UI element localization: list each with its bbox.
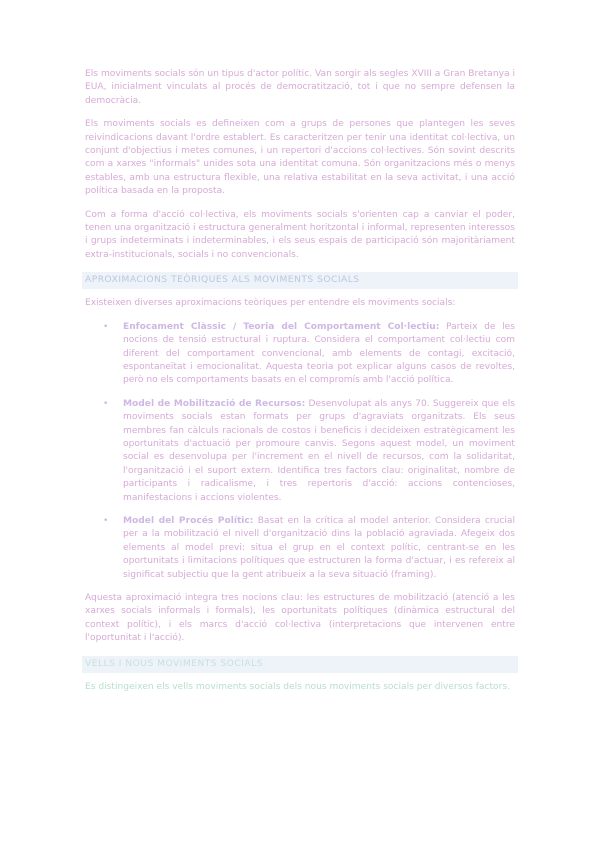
section-lead-paragraph: Existeixen diverses aproximacions teòriques per entendre els moviments socials: <box>85 298 456 309</box>
bullet-icon: • <box>103 398 109 409</box>
list-item-resource-mobilization <box>85 398 515 505</box>
approaches-list <box>85 321 515 582</box>
intro-paragraph-1: Els moviments socials són un tipus d'actor polític. Van sorgir als segles XVIII a Gran Bretanya i EUA, inicialment vinculats al procés de democratització, tot i que no sempre defensen la democràcia. <box>85 69 515 106</box>
bullet-icon: • <box>103 321 109 332</box>
list-item-classic-approach <box>85 321 515 388</box>
list-item-text: Basat en la crítica al model anterior. Considera crucial per a la mobilització el nivell d'organització dins la població agraviada. Afegeix dos elements al model previ: situa el grup en el context polític, centrant-se en les oportunitats i limitacions polítiques que estructuren la forma d'actuar, i es refereix al significat subjectiu que la gent atribueix a la seva situació (framing). <box>123 515 516 580</box>
list-item-term: Model del Procés Polític: <box>123 515 254 526</box>
intro-paragraph-2: Els moviments socials es defineixen com a grups de persones que plantegen les seves reivindicacions davant l'ordre establert. Es caracteritzen per tenir una identitat col·lectiva, un conjunt d'objectius i metes comunes, i un repertori d'accions col·lectives. Són sovint descrits com a xarxes "informals" unides sota una identitat comuna. Són organitzacions més o menys estables, amb una estructura flexible, una relativa estabilitat en la seva activitat, i una acció política basada en la proposta. <box>85 119 515 197</box>
intro-paragraph-3: Com a forma d'acció col·lectiva, els moviments socials s'orienten cap a canviar el poder, tenen una organització i estructura generalment horitzontal i informal, representen interessos i grups indeterminats i indeterminables, i els seus espais de participació són majoritàriament extra-institucionals, socials i no convencionals. <box>85 209 515 260</box>
bullet-icon: • <box>103 515 109 526</box>
list-item-term: Model de Mobilització de Recursos: <box>123 398 306 409</box>
section2-lead-paragraph: Es distingeixen els vells moviments socials dels nous moviments socials per diversos factors. <box>85 681 510 692</box>
section-heading-old-new-movements: VELLS I NOUS MOVIMENTS SOCIALS <box>82 656 518 673</box>
section-heading-theoretical-approaches: APROXIMACIONS TEÒRIQUES ALS MOVIMENTS SOCIALS <box>82 272 518 289</box>
document-page <box>85 68 515 704</box>
list-item-political-process <box>85 515 515 582</box>
list-item-text: Desenvolupat als anys 70. Suggereix que els moviments socials estan formats per grups d'agraviats organitzats. Els seus membres fan càlculs racionals de costos i beneficis i decideixen estratègicament les oportunitats d'actuació per promoure canvis. Segons aquest model, un moviment social es desenvolupa per l'increment en el nivell de recursos, com la solidaritat, l'organització i el suport extern. Identifica tres factors clau: originalitat, nombre de participants i radicalisme, i tres repertoris d'acció: accions contencioses, manifestacions i accions violentes. <box>123 398 515 503</box>
list-item-term: Enfocament Clàssic / Teoria del Comportament Col·lectiu: <box>123 321 440 332</box>
list-item-text: Parteix de les nocions de tensió estructural i ruptura. Considera el comportament col·lectiu com diferent del comportament convencional, amb elements de contagi, excitació, espontaneïtat i emocionalitat. Aquesta teoria pot explicar alguns casos de revoltes, però no els comportaments basats en el compromís amb l'acció política. <box>123 321 515 386</box>
section-closing-paragraph: Aquesta aproximació integra tres nocions clau: les estructures de mobilització (atenció a les xarxes socials informals i formals), les oportunitats polítiques (dinàmica estructural del context polític), i els marcs d'acció col·lectiva (interpretacions que intervenen entre l'oportunitat i l'acció). <box>85 593 515 644</box>
